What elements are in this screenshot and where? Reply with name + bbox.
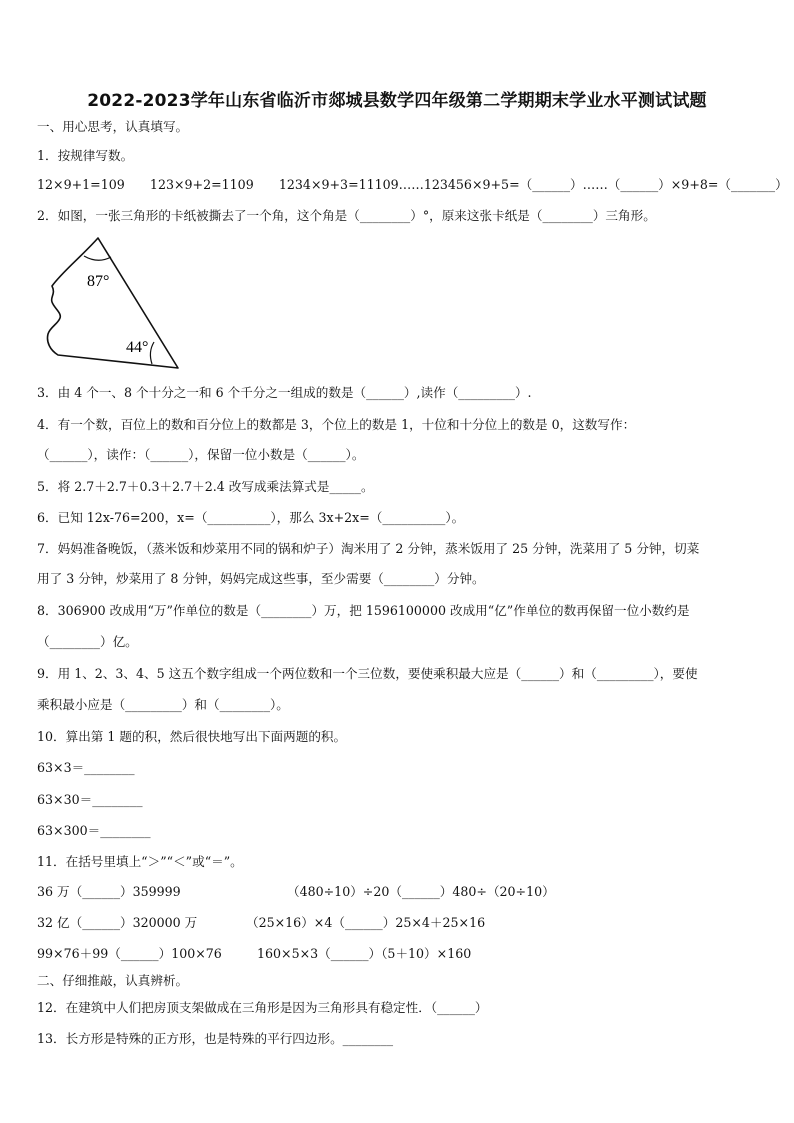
question-10-stem: 10．算出第 1 题的积，然后很快地写出下面两题的积。 (37, 729, 347, 744)
question-11-row-3-left: 99×76＋99（______）100×76 (37, 946, 222, 961)
bottom-angle-arc (150, 342, 154, 364)
question-11-row-2-left: 32 亿（______）320000 万 (37, 915, 198, 930)
question-9-line-1: 9．用 1、2、3、4、5 这五个数字组成一个两位数和一个三位数，要使乘积最大应是（______）和（_________），要使 (37, 666, 698, 681)
triangle-outline (47, 238, 178, 368)
angle-87-label: 87° (87, 273, 110, 290)
page-title: 2022-2023学年山东省临沂市郯城县数学四年级第二学期期末学业水平测试试题 (87, 91, 707, 111)
top-angle-arc (84, 256, 111, 260)
question-7-line-1: 7．妈妈准备晚饭，（蒸米饭和炒菜用不同的锅和炉子）淘米用了 2 分钟，蒸米饭用了 25 分钟，洗菜用了 5 分钟，切菜 (37, 541, 700, 556)
section-heading-2: 二、仔细推敲，认真辨析。 (37, 973, 189, 988)
question-11-row-3-right: 160×5×3（______）（5＋10）×160 (257, 946, 472, 961)
question-1-stem: 1．按规律写数。 (37, 148, 134, 163)
question-10-a: 63×3＝________ (37, 760, 135, 775)
question-3: 3．由 4 个一、8 个十分之一和 6 个千分之一组成的数是（______）,读作（_________）. (37, 385, 532, 400)
question-1-sequence: 12×9+1=109 123×9+2=1109 1234×9+3=11109……123456×9+5=（______）……（______）×9+8=（_______） (37, 177, 788, 192)
question-8-line-2: （________）亿。 (37, 634, 138, 649)
question-9-line-2: 乘积最小应是（_________）和（________）。 (37, 697, 289, 712)
question-2-stem: 2．如图，一张三角形的卡纸被撕去了一个角，这个角是（________）°，原来这张卡纸是（________）三角形。 (37, 208, 656, 223)
question-13: 13．长方形是特殊的正方形，也是特殊的平行四边形。________ (37, 1031, 394, 1046)
question-11-row-1-right: （480÷10）÷20（______）480÷（20÷10） (287, 884, 555, 899)
question-5: 5．将 2.7＋2.7＋0.3＋2.7＋2.4 改写成乘法算式是_____。 (37, 479, 374, 494)
torn-triangle-figure (36, 234, 186, 374)
question-12: 12．在建筑中人们把房顶支架做成在三角形是因为三角形具有稳定性．（______） (37, 1000, 488, 1015)
question-6: 6．已知 12x-76=200，x=（__________），那么 3x+2x=（__________）。 (37, 510, 465, 525)
question-11-stem: 11．在括号里填上“＞”“＜”或“＝”。 (37, 854, 243, 869)
question-10-c: 63×300＝________ (37, 823, 151, 838)
question-8-line-1: 8．306900 改成用“万”作单位的数是（________）万，把 1596100000 改成用“亿”作单位的数再保留一位小数约是 (37, 603, 690, 618)
question-10-b: 63×30＝________ (37, 792, 143, 807)
question-11-row-1-left: 36 万（______）359999 (37, 884, 181, 899)
angle-44-label: 44° (126, 339, 149, 356)
section-heading-1: 一、用心思考，认真填写。 (37, 119, 189, 134)
question-7-line-2: 用了 3 分钟，炒菜用了 8 分钟，妈妈完成这些事，至少需要（________）分钟。 (37, 571, 485, 586)
question-4-line-2: （______），读作：（______），保留一位小数是（______）。 (37, 447, 365, 462)
question-11-row-2-right: （25×16）×4（______）25×4＋25×16 (246, 915, 486, 930)
question-4-line-1: 4．有一个数，百位上的数和百分位上的数都是 3，个位上的数是 1，十位和十分位上的数是 0，这数写作： (37, 417, 636, 432)
